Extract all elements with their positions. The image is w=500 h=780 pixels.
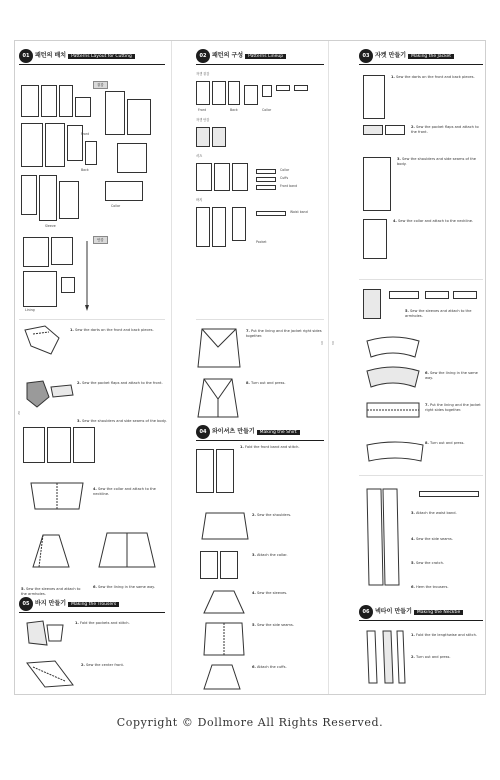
waistband-figure (365, 441, 425, 463)
pattern-piece (212, 127, 226, 147)
pattern-piece (256, 185, 276, 190)
divider (196, 319, 324, 320)
instruction-step: 6. Attach the cuffs. (252, 665, 287, 669)
section-title-ko: 패턴의 구성 (212, 52, 244, 59)
pattern-piece (21, 175, 37, 215)
shirt-side-figure (202, 621, 246, 657)
instruction-step: 3. Attach the collar. (252, 553, 288, 557)
instruction-step: 1. Fold the tie lengthwise and stitch. (411, 633, 477, 637)
divider (359, 279, 483, 280)
column-3 (329, 41, 487, 694)
pattern-piece (61, 277, 75, 293)
instruction-step: 4. Sew the collar and attach to the neckline. (393, 219, 474, 223)
piece-label: Back (230, 108, 238, 112)
piece-label: Collar (262, 108, 272, 112)
pattern-piece (51, 237, 73, 265)
group-label: 자켓 겉감 (196, 72, 210, 76)
pattern-piece (105, 91, 125, 135)
sleeve-figure (23, 324, 63, 358)
section-title-ko: 바지 만들기 (35, 600, 67, 607)
shirt-sleeve-figure (202, 589, 246, 615)
pocket-flap (385, 125, 405, 135)
section-badge: 06 (359, 605, 373, 619)
body-piece (23, 427, 45, 463)
instruction-step: 2. Turn out and press. (411, 655, 451, 659)
pattern-piece (244, 85, 258, 105)
pattern-piece (196, 163, 212, 191)
instruction-step: 4. Sew the sleeves. (252, 591, 288, 595)
section-title-trousers (35, 599, 119, 609)
pattern-piece (196, 127, 210, 147)
instruction-step: 4. Sew the side seams. (411, 537, 453, 541)
shirt-piece (220, 551, 238, 579)
instruction-step: 2. Sew the shoulders. (252, 513, 292, 517)
section-badge: 02 (196, 49, 210, 63)
jacket-front-piece (363, 75, 385, 119)
shirt-sleeve-figure (29, 531, 73, 571)
instruction-step: 6. Sew the lining in the same way. (425, 371, 478, 380)
section-title-ko: 자켓 만들기 (375, 52, 407, 59)
section-title-en: Making the Trousers (68, 602, 119, 607)
band-piece (425, 291, 449, 299)
shirt-body-figure (200, 511, 250, 541)
trouser-pocket-figure (25, 619, 65, 647)
instruction-step: 5. Sew the sleeves and attach to the armholes. (405, 309, 472, 318)
pattern-piece (59, 181, 79, 219)
divider (19, 319, 165, 320)
piece-label: Collar (111, 204, 121, 208)
instruction-sheet (14, 40, 486, 695)
instruction-step: 7. Put the lining and the jacket right sides together. (425, 403, 481, 412)
trouser-front-figure (25, 659, 75, 689)
pattern-piece (232, 207, 246, 241)
pattern-piece (59, 85, 73, 117)
piece-label: Collar (280, 168, 290, 172)
section-title-pattern-layout (35, 51, 135, 61)
instruction-step: 7. Put the lining and the jacket right sides together. (246, 329, 322, 338)
body-piece (73, 427, 95, 463)
instruction-step: 1. Fold the pockets and stitch. (75, 621, 130, 625)
collar-band-figure (365, 367, 421, 389)
pattern-piece (21, 85, 39, 117)
section-title-shirt (212, 427, 300, 437)
shirt-body-figure (97, 529, 157, 569)
pattern-piece (232, 163, 248, 191)
section-badge: 01 (19, 49, 33, 63)
piece-label: Pocket (256, 240, 267, 244)
pattern-piece (228, 81, 240, 105)
section-title-en: Making the Shirt (257, 430, 300, 435)
instruction-step: 6. Sew the lining in the same way. (93, 585, 155, 589)
cuff-figure (365, 401, 421, 419)
piece-label: Front band (280, 184, 298, 188)
trouser-leg-figure (363, 487, 403, 587)
instruction-step: 4. Sew the collar and attach to the neckline. (93, 487, 156, 496)
section-title-en: Patterns Layout for Cutting (68, 54, 135, 59)
pattern-piece (117, 143, 147, 173)
shirt-front-piece (216, 449, 234, 493)
pattern-piece (23, 271, 57, 307)
instruction-step: 1. Sew the darts on the front and back pieces. (391, 75, 475, 79)
copyright-footer: Copyright © Dollmore All Rights Reserved. (116, 716, 384, 729)
instruction-step: 2. Sew the center front. (81, 663, 125, 667)
band-piece (453, 291, 477, 299)
piece-label: Lining (25, 308, 35, 312)
jacket-body-piece (363, 219, 387, 259)
band-piece (389, 291, 419, 299)
instruction-step: 3. Sew the shoulders and side seams of the body. (77, 419, 167, 423)
group-label: 셔츠 (196, 154, 203, 158)
piece-label: Waist band (290, 210, 308, 214)
instruction-step: 3. Attach the waist band. (411, 511, 457, 515)
column-2 (172, 41, 329, 694)
section-title-ko: 넥타이 만들기 (375, 608, 412, 615)
shirt-cuff-figure (202, 663, 242, 691)
instruction-step: 8. Turn out and press. (425, 441, 465, 445)
section-rule (19, 64, 165, 65)
pattern-piece (105, 181, 143, 201)
shirt-front-piece (196, 449, 214, 493)
pattern-piece (212, 207, 226, 247)
piece-label: Cuffs (280, 176, 289, 180)
pattern-piece (294, 85, 308, 91)
body-piece (47, 427, 71, 463)
section-badge: 04 (196, 425, 210, 439)
finished-jacket-figure (196, 377, 240, 419)
pattern-piece (39, 175, 57, 221)
pattern-piece (41, 85, 57, 117)
shirt-piece (200, 551, 218, 579)
jacket-body-piece (363, 157, 391, 211)
pattern-piece (214, 163, 230, 191)
section-title-pattern-lineup (212, 51, 286, 61)
instruction-step: 8. Turn out and press. (246, 381, 286, 385)
pattern-piece (127, 99, 151, 135)
piece-label: Back (81, 168, 89, 172)
section-badge: 05 (19, 597, 33, 611)
pattern-piece (256, 177, 276, 182)
divider (359, 475, 483, 476)
pattern-piece (85, 141, 97, 165)
pattern-piece (196, 207, 210, 247)
group-label: 자켓 안감 (196, 118, 210, 122)
collar-piece (363, 289, 381, 319)
instruction-step: 6. Hem the trousers. (411, 585, 449, 589)
jacket-body-figure (196, 327, 242, 369)
section-title-ko: 패턴의 배치 (35, 52, 67, 59)
page-number: 04 (331, 341, 335, 345)
instruction-step: 5. Sew the sleeves and attach to the armholes. (21, 587, 81, 596)
pocket-flap (363, 125, 383, 135)
section-title-en: Making the Necktie (414, 610, 463, 615)
necktie-figure (363, 629, 407, 685)
pattern-piece (45, 123, 65, 167)
pattern-piece (21, 123, 43, 167)
column-1 (15, 41, 172, 694)
fabric-tag: 안감 (93, 236, 108, 244)
section-rule (19, 612, 165, 613)
group-label: 바지 (196, 198, 203, 202)
section-rule (359, 620, 483, 621)
section-title-en: Making the Jacket (408, 54, 454, 59)
instruction-step: 2. Sew the pocket flaps and attach to the front. (411, 125, 479, 134)
section-title-necktie (375, 607, 463, 617)
section-title-jacket (375, 51, 454, 61)
instruction-step: 5. Sew the side seams. (252, 623, 294, 627)
piece-label: Front (198, 108, 207, 112)
page-number: 03 (320, 341, 324, 345)
section-badge: 03 (359, 49, 373, 63)
pattern-piece (196, 81, 210, 105)
waist-band-piece (419, 491, 479, 497)
pattern-piece (276, 85, 290, 91)
section-rule (196, 64, 324, 65)
pattern-piece (212, 81, 226, 105)
grain-arrow (85, 241, 89, 311)
pattern-piece (262, 85, 272, 97)
pattern-piece (256, 211, 286, 216)
instruction-step: 1. Sew the darts on the front and back pieces. (70, 328, 154, 332)
piece-label: Sleeve (45, 224, 56, 228)
section-title-en: Patterns Lineup (245, 54, 286, 59)
pattern-piece (256, 169, 276, 174)
section-rule (196, 440, 324, 441)
section-title-ko: 와이셔츠 만들기 (212, 428, 255, 435)
instruction-step: 2. Sew the pocket flaps and attach to the front. (77, 381, 163, 385)
fabric-tag: 겉감 (93, 81, 108, 89)
section-rule (359, 64, 483, 65)
pattern-piece (23, 237, 49, 267)
instruction-step: 1. Fold the front band and stitch. (240, 445, 300, 449)
instruction-step: 3. Sew the shoulders and side seams of the body. (397, 157, 476, 166)
instruction-step: 5. Sew the crotch. (411, 561, 445, 565)
piece-label: Front (81, 132, 90, 136)
collar-figure (25, 379, 75, 409)
pattern-piece (75, 97, 91, 117)
collar-band-figure (365, 337, 421, 359)
assembled-body-figure (29, 481, 85, 511)
pattern-piece (67, 125, 83, 161)
page-number: 02 (17, 411, 21, 415)
